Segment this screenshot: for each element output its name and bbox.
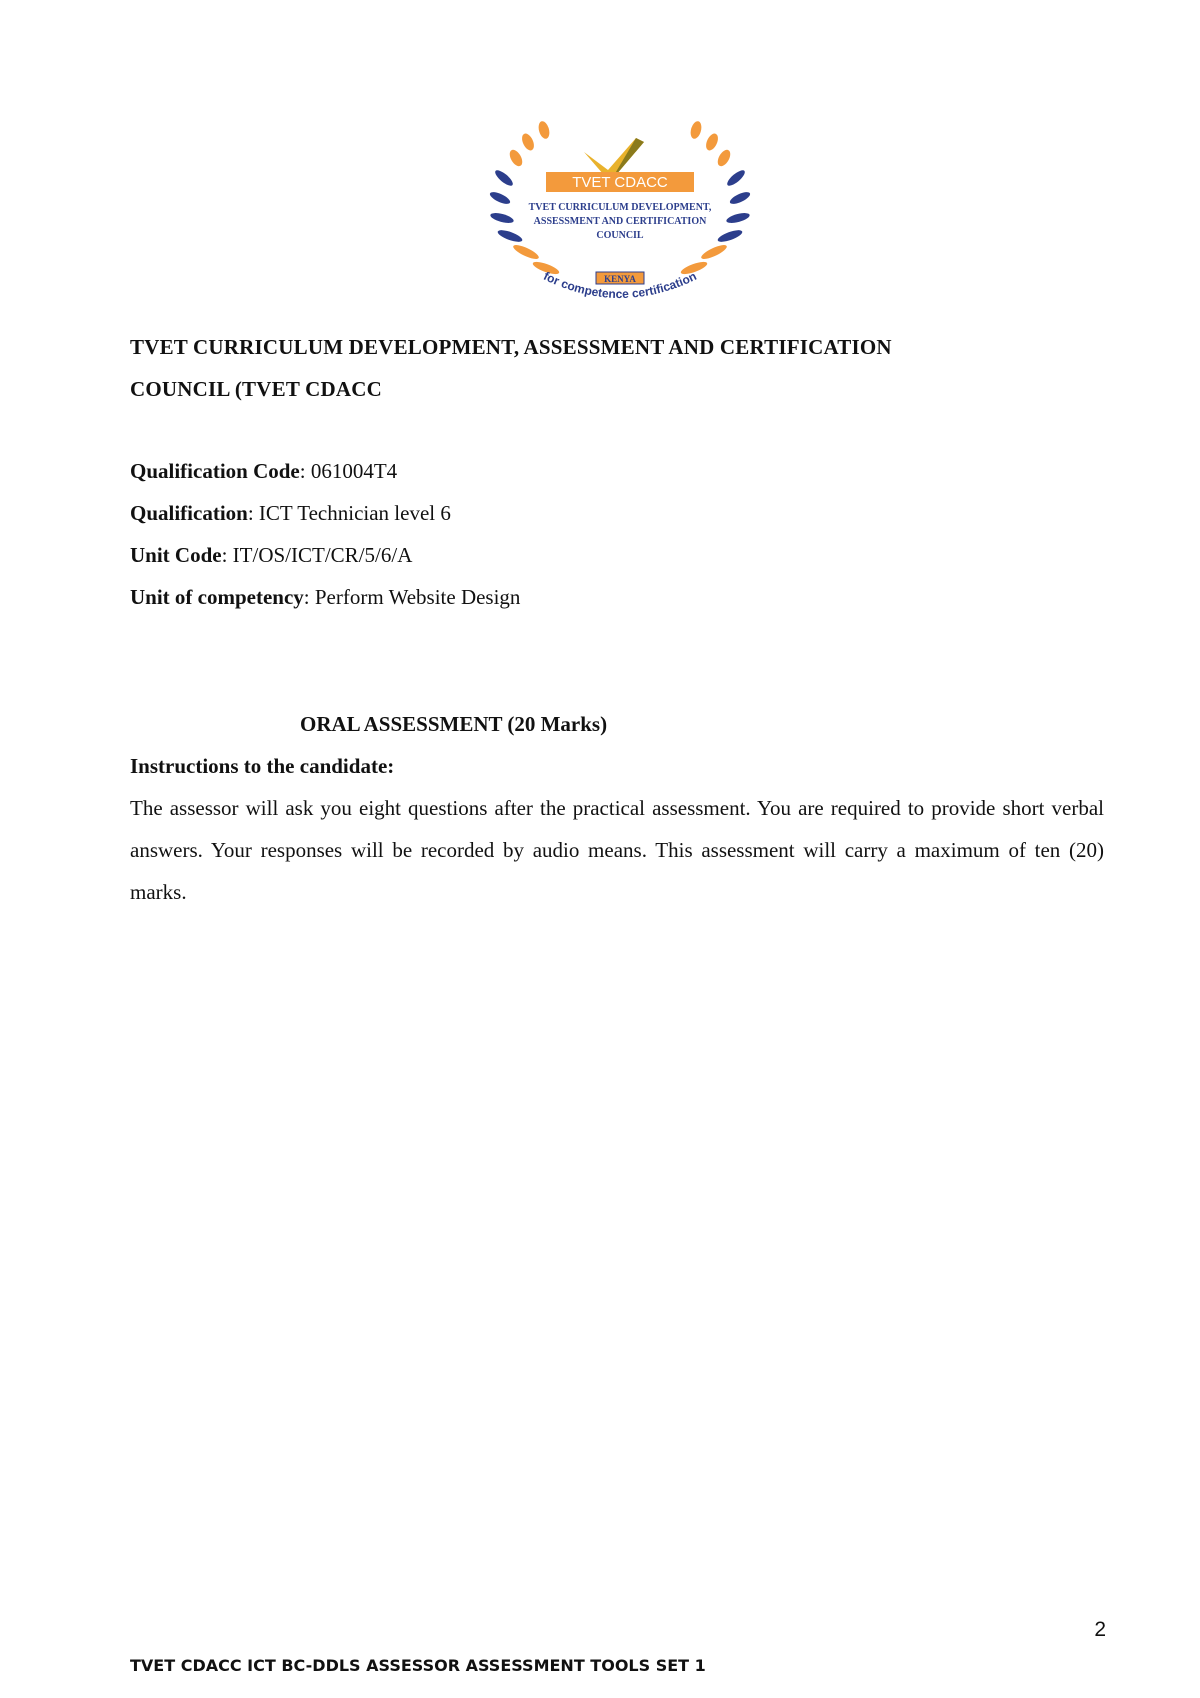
page-number: 2 <box>1094 1618 1106 1641</box>
meta-label: Unit of competency <box>130 585 304 609</box>
qualification-code-row <box>130 450 1080 492</box>
instructions-heading: Instructions to the candidate: <box>130 754 395 778</box>
laurel-orange-leaves <box>507 120 733 277</box>
logo-motto: for competence certification <box>541 268 699 302</box>
kenya-banner-text: KENYA <box>604 274 636 284</box>
tvet-cdacc-logo <box>486 120 754 320</box>
page-footer: TVET CDACC ICT BC-DDLS ASSESSOR ASSESSMENT TOOLS SET 1 <box>130 1656 706 1675</box>
logo-line-3: COUNCIL <box>596 230 644 241</box>
logo-line-2: ASSESSMENT AND CERTIFICATION <box>533 216 707 227</box>
qualification-row <box>130 492 1080 534</box>
meta-label: Unit Code <box>130 543 222 567</box>
unit-of-competency-row <box>130 576 1080 618</box>
meta-value: : ICT Technician level 6 <box>247 501 451 525</box>
oral-assessment-title: ORAL ASSESSMENT (20 Marks) <box>300 712 608 736</box>
meta-value: : IT/OS/ICT/CR/5/6/A <box>221 543 413 567</box>
meta-label: Qualification Code <box>130 459 300 483</box>
meta-value: : 061004T4 <box>299 459 398 483</box>
unit-code-row <box>130 534 1080 576</box>
logo-line-1: TVET CURRICULUM DEVELOPMENT, <box>528 202 712 213</box>
instructions-text: The assessor will ask you eight questions after the practical assessment. You are required to provide short verbal answers. Your responses will be recorded by audio means. This assessment will carry a maximum of ten (20) marks. <box>130 796 1104 904</box>
badge-text: TVET CDACC <box>572 174 668 191</box>
meta-value: : Perform Website Design <box>303 585 521 609</box>
qualification-details <box>130 450 1080 618</box>
organization-title-line-1: TVET CURRICULUM DEVELOPMENT, ASSESSMENT AND CERTIFICATION <box>130 335 892 359</box>
organization-title-line-2: COUNCIL (TVET CDACC <box>130 377 382 401</box>
meta-label: Qualification <box>130 501 248 525</box>
organization-title <box>130 326 1080 410</box>
